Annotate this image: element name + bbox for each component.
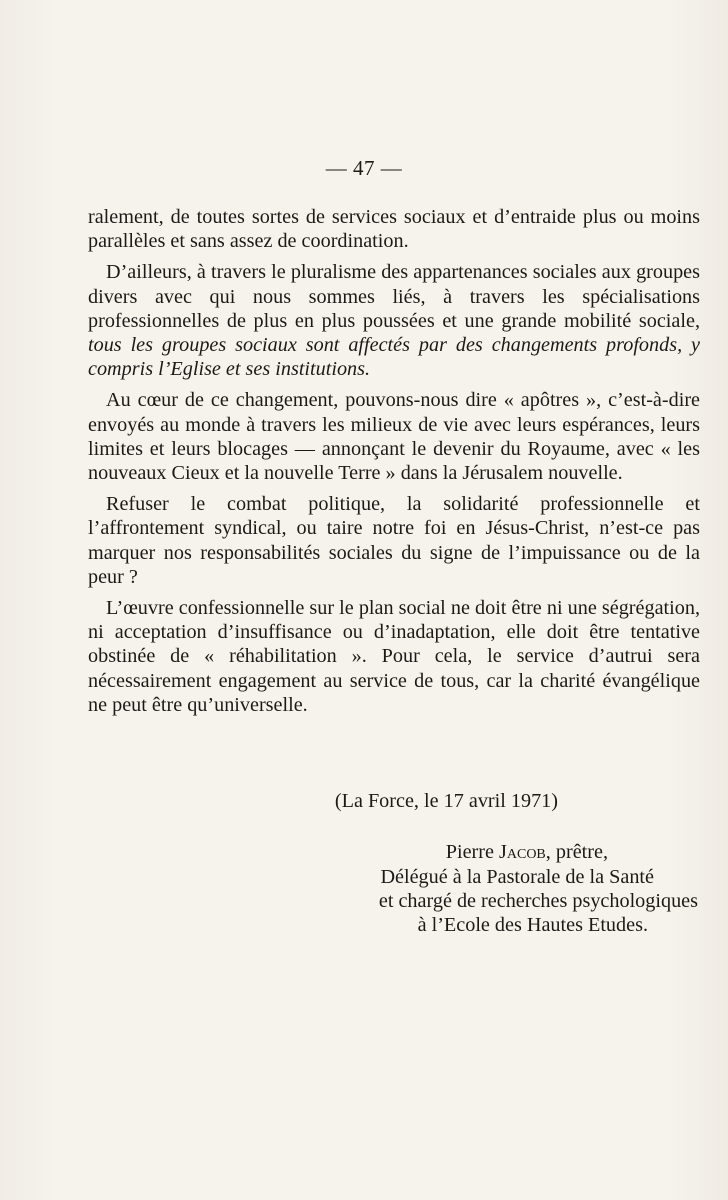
- paragraph-2-roman: D’ailleurs, à travers le pluralisme des appartenances sociales aux groupes divers avec qui nous sommes liés, à travers les spécialisations professionnelles de plus en plus poussées et une grande mobilité sociale,: [88, 261, 700, 332]
- date-line: (La Force, le 17 avril 1971): [334, 790, 558, 812]
- body-text: [88, 205, 700, 724]
- page-number: — 47 —: [325, 156, 403, 180]
- signature-role-3: à l’Ecole des Hautes Etudes.: [417, 914, 648, 936]
- signature-name: [88, 840, 608, 864]
- signature-last-name: Jacob: [499, 841, 546, 863]
- signature-role-2: et chargé de recherches psychologiques: [378, 890, 698, 912]
- signature-title: , prêtre,: [545, 841, 608, 863]
- paragraph-5: L’œuvre confessionnelle sur le plan social ne doit être ni une ségrégation, ni acceptation d’insuffisance ou d’inadaptation, elle doit être tentative obstinée de « réhabilitation ». Pour cela, le service d’autrui sera nécessairement engagement au service de tous, car la charité évangélique ne peut être qu’universelle.: [88, 597, 700, 716]
- paragraph-2: [88, 260, 700, 381]
- signature-role-1: Délégué à la Pastorale de la Santé: [380, 866, 654, 888]
- paragraph-4: Refuser le combat politique, la solidarité professionnelle et l’affrontement syndical, ou taire notre foi en Jésus-Christ, n’est-ce pas marquer nos responsabilités sociales du signe de l’impuissance ou de la peur ?: [88, 493, 700, 588]
- signature-first-name: Pierre: [445, 841, 500, 863]
- paragraph-2-italic: tous les groupes sociaux sont affectés par des changements profonds, y compris l’Eglise et ses institutions.: [88, 334, 700, 381]
- paragraph-1: ralement, de toutes sortes de services sociaux et d’entraide plus ou moins parallèles et sans assez de coordination.: [88, 206, 700, 253]
- paragraph-3: Au cœur de ce changement, pouvons-nous dire « apôtres », c’est-à-dire envoyés au monde à travers les milieux de vie avec leurs espérances, leurs limites et leurs blocages — annonçant le devenir du Royaume, avec « les nouveaux Cieux et la nouvelle Terre » dans la Jérusalem nouvelle.: [88, 389, 700, 485]
